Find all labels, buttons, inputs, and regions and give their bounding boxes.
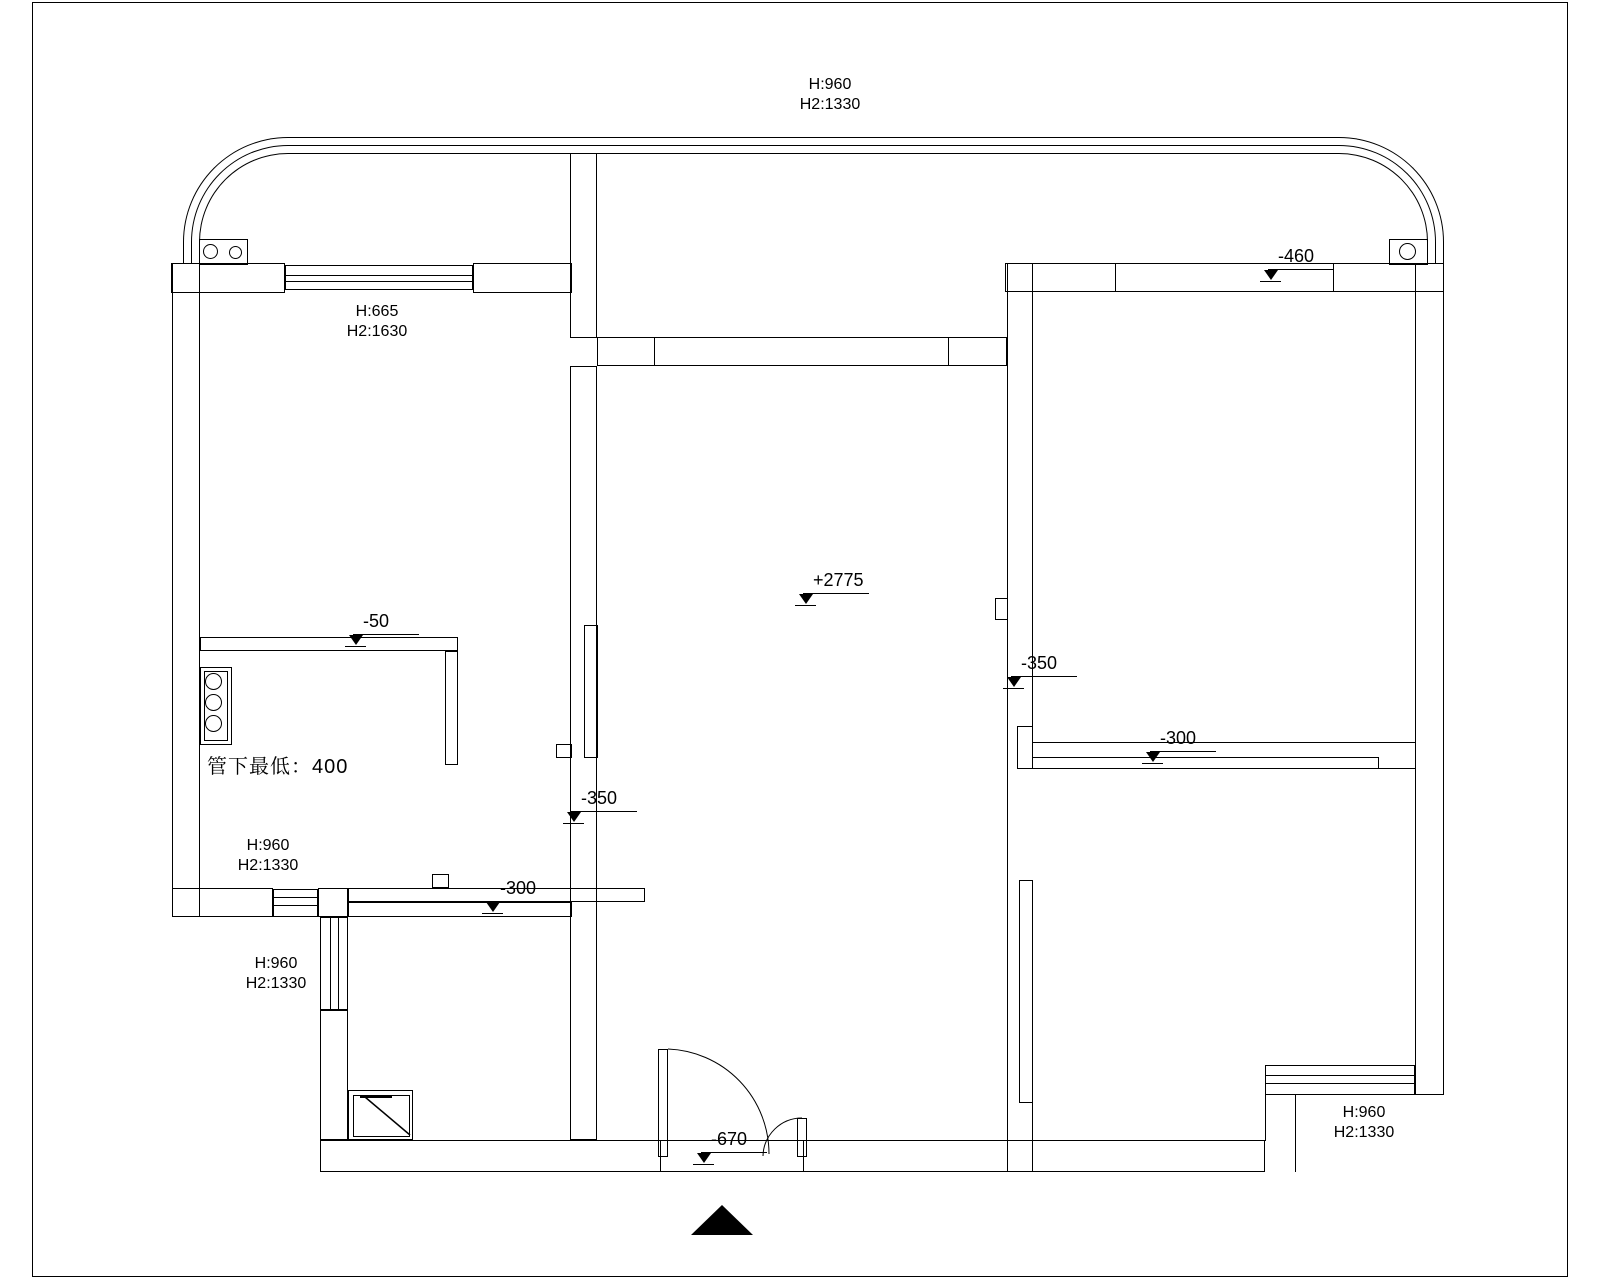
- marker-value: -460: [1278, 246, 1315, 266]
- wall-tick: [948, 337, 949, 366]
- wall-tick: [654, 337, 655, 366]
- wall-tick: [1115, 263, 1116, 292]
- elevation-marker-balcony-right: [1268, 246, 1334, 270]
- elevation-triangle-icon: [486, 902, 500, 912]
- wall-pilaster: [584, 625, 598, 758]
- window-line: [1265, 1075, 1415, 1076]
- label-lower-left-window: [234, 954, 318, 994]
- window-line: [285, 275, 473, 276]
- wall-step-line: [1295, 1095, 1296, 1172]
- window-lower-right: [1265, 1065, 1415, 1095]
- label-room-upper-left: [335, 302, 419, 342]
- window-line: [273, 905, 318, 906]
- north-arrow-icon: [691, 1205, 753, 1235]
- wall-top-kitchen-right: [473, 263, 572, 293]
- elevation-triangle-icon: [697, 1153, 711, 1163]
- sliding-door-leaf: [1019, 880, 1033, 1103]
- marker-value: +2775: [813, 570, 864, 590]
- counter-vertical: [445, 651, 458, 765]
- elevation-triangle-icon: [1146, 752, 1160, 762]
- label-line: H:960: [254, 955, 298, 972]
- elevation-triangle-icon: [1007, 677, 1021, 687]
- elevation-triangle-icon: [349, 635, 363, 645]
- pipe-circle-icon: [203, 244, 218, 259]
- pipe-circle-icon: [229, 246, 242, 259]
- burner-icon: [205, 694, 222, 711]
- elevation-marker-kitchen-counter: [353, 611, 419, 635]
- door-leaf-left: [658, 1049, 668, 1157]
- pipe-note: 管下最低：400: [207, 756, 349, 778]
- label-line: H2:1330: [799, 96, 861, 113]
- elevation-marker-entry-door: [701, 1129, 767, 1153]
- wall-hall-right-line: [1007, 263, 1008, 1172]
- wall-notch: [1017, 726, 1033, 769]
- label-kitchen-window: [226, 836, 310, 876]
- marker-value: -350: [581, 788, 618, 808]
- marker-dash: [563, 823, 584, 824]
- window-line: [273, 897, 318, 898]
- sill-line: [1032, 757, 1378, 758]
- elevation-triangle-icon: [799, 594, 813, 604]
- elevation-marker-living-ceiling: [803, 570, 869, 594]
- sill-line: [1032, 742, 1415, 743]
- marker-dash: [1142, 763, 1163, 764]
- wall-notch: [995, 598, 1008, 620]
- label-line: H2:1630: [346, 323, 408, 340]
- wall-block: [556, 744, 572, 758]
- marker-dash: [345, 646, 366, 647]
- label-line: H:960: [246, 837, 290, 854]
- window-lower-left: [320, 917, 348, 1010]
- marker-value: -300: [1160, 728, 1197, 748]
- fixture-inner: [353, 1095, 410, 1137]
- marker-dash: [795, 605, 816, 606]
- marker-value: -300: [500, 878, 537, 898]
- label-lower-right-window: [1322, 1103, 1406, 1143]
- window-line: [338, 917, 339, 1010]
- marker-dash: [693, 1164, 714, 1165]
- label-line: H:960: [1342, 1104, 1386, 1121]
- marker-dash: [1260, 281, 1281, 282]
- wall-bottom: [320, 1140, 1265, 1172]
- wall-hall-top: [597, 337, 1007, 366]
- door-leaf-right: [797, 1118, 807, 1157]
- balcony-glazing-inner: [199, 153, 1428, 263]
- label-line: H2:1330: [237, 857, 299, 874]
- elevation-triangle-icon: [1264, 270, 1278, 280]
- burner-icon: [205, 715, 222, 732]
- wall-tick: [1333, 263, 1334, 292]
- wall-lower-left: [320, 1010, 348, 1140]
- marker-value: -50: [363, 611, 390, 631]
- marker-value: -670: [711, 1129, 748, 1149]
- label-line: H2:1330: [1333, 1124, 1395, 1141]
- wall-mid-lower: [348, 902, 572, 917]
- pipe-circle-icon: [1399, 243, 1416, 260]
- wall-balcony-divider: [570, 153, 597, 338]
- marker-dash: [482, 913, 503, 914]
- sill-tick: [1378, 757, 1379, 768]
- label-line: H:960: [808, 76, 852, 93]
- label-line: H2:1330: [245, 975, 307, 992]
- wall-right-outer: [1415, 263, 1444, 1095]
- marker-dash: [1003, 688, 1024, 689]
- elevation-marker-right-wall: [1011, 653, 1077, 677]
- elevation-triangle-icon: [567, 812, 581, 822]
- burner-icon: [205, 673, 222, 690]
- wall-left-outer: [172, 263, 200, 917]
- window-line: [285, 281, 473, 282]
- label-balcony-top: [788, 75, 872, 115]
- window-kitchen-bottom: [273, 889, 318, 917]
- sill-line: [1032, 768, 1415, 769]
- wall-top-right: [1005, 263, 1444, 292]
- window-line: [330, 917, 331, 1010]
- window-line: [1265, 1083, 1415, 1084]
- wall-bump: [432, 874, 449, 888]
- wall-mid-upper: [348, 888, 645, 902]
- wall-kitchen-bottom: [318, 888, 348, 917]
- elevation-marker-right-sill: [1150, 728, 1216, 752]
- counter-horizontal: [200, 637, 458, 651]
- window-kitchen-top: [285, 265, 473, 290]
- wall-kitchen-bottom: [172, 888, 273, 917]
- label-line: H:665: [355, 303, 399, 320]
- wall-hall-right-line: [1032, 263, 1033, 769]
- elevation-marker-left-wall: [571, 788, 637, 812]
- marker-value: -350: [1021, 653, 1058, 673]
- elevation-marker-left-sill: [490, 878, 556, 902]
